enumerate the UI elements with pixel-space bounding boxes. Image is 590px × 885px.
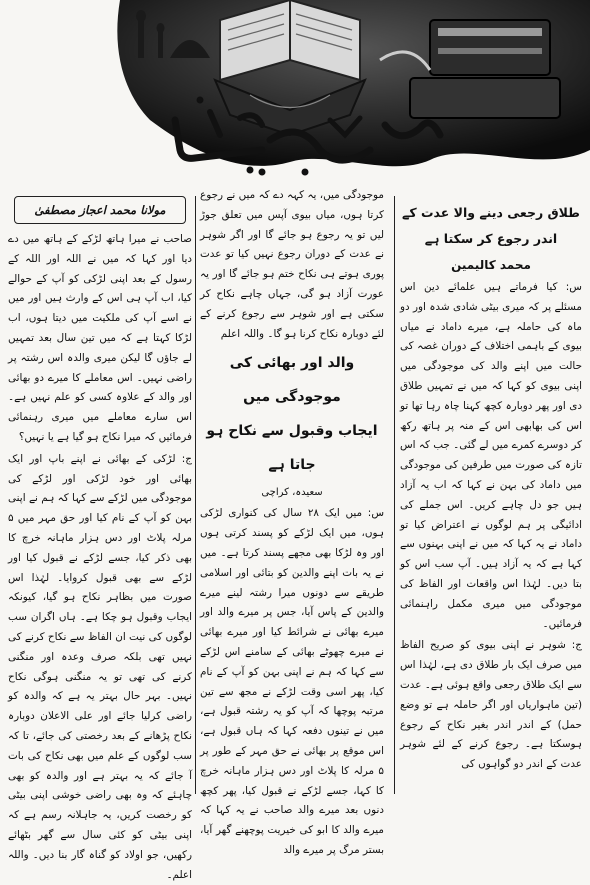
header-illustration [0,0,590,190]
left-column [8,196,192,881]
column-divider-left [195,196,196,794]
column-divider-right [394,196,395,794]
question-text: س: کیا فرماتے ہیں علمائے دین اس مسئلے پر کہ میری بیٹی شادی شدہ اور دو ماہ کی حاملہ ہے، میرے داماد نے میاں بیوی کے باہمی اختلاف کے دوران غصہ کی حالت میں اپنے والد کی موجودگی میں اپنی بیوی کو کہا کہ میں نے تمہیں طلاق دی اور پھر دوبارہ کچھ کہنا چاہ رہا تھا تو اس کی بھابھی اس کے منہ پر ہاتھ رکھ کر دوسرے کمرے میں لے گئی۔ جب کہ اس تازہ کی صورت میں طرفین کی موجودگی میں داماد کی بہن نے کہا کہ اب یہ آزاد ہیں جو دل چاہے کریں۔ اس جملے کی ادائیگی پر ہم لوگوں نے اعتراض کیا تو داماد نے یہ کہا کہ میں نے اپنی بہنوں سے کہا ہے کہ یہ آزاد ہیں۔ آپ سب اس کو بتا دیں۔ لہٰذا اس واقعات اور الفاظ کی موجودگی میں میری مکمل راہنمائی فرمائیں۔ [400,281,582,630]
question-byline: سعیدہ، کراچی [261,487,323,499]
question-text: س: میں ایک ۲۸ سال کی کنواری لڑکی ہوں، میں ایک لڑکے کو پسند کرتی ہوں اور وہ لڑکا بھی مجھے پسند کرتا ہے۔ میں نے یہ بات اپنے والدین کو بتائی اور اسلامی طریقے سے دونوں میرا رشتہ لینے میرے والدین کے پاس آیا، جس پر میرے والد اور میرے بھائی نے شرائط کیا اور میرے بھائی نے میرے چھوٹے بھائی کے سامنے اس لڑکے سے کہا کہ ہم نے اپنی بہن کو آپ کے نام کیا، پھر اسی وقت لڑکے نے مجھ سے تین مرتبہ پوچھا کہ آپ کو یہ رشتہ قبول ہے، میں نے تینوں دفعہ کہا کہ ہاں قبول ہے، اس موقع پر بھائی نے حق مہر کے طور پر ۵ مرلہ کا پلاٹ اور دس ہزار ماہانہ خرچ کا کہا، جسے لڑکے نے قبول کیا، پھر کچھ دنوں بعد میرے والد صاحب نے یہ کہا کہ میرے والد کا ابو کی خیریت پوچھنے گھر آیا، بستر مرگ پر میرے والد [200,507,384,856]
columnist-name-box: مولانا محمد اعجاز مصطفیٰ [14,196,186,224]
article-headline-line1: طلاق رجعی دینے والا عدت کے [402,205,580,220]
answer-text: ج: شوہر نے اپنی بیوی کو صریح الفاظ میں صرف ایک بار طلاق دی ہے، لہٰذا اس سے ایک طلاق رجعی واقع ہوئی ہے۔ عدت (تین ماہواریاں اور اگر حاملہ ہے تو وضع حمل) کے اندر اندر بغیر نکاح کے رجوع ہوسکتا ہے۔ رجوع کرنے کے لئے شوہر عدت کے اندر دو گواہوں کی [400,639,582,771]
answer-text: ج: لڑکی کے بھائی نے اپنے باپ اور ایک بھائی اور خود لڑکی اور لڑکے کی موجودگی میں لڑکے سے کہا کہ ہم نے اپنی بہن کو آپ کے نام کیا اور حق مہر میں ۵ مرلہ پلاٹ اور دس ہزار ماہانہ خرچ کا بھی ذکر کیا، جسے لڑکے نے قبول کیا اور لڑکے سے بھی قبول کروایا۔ لہٰذا اس صورت میں بظاہر نکاح ہو گیا، کیونکہ ایجاب وقبول ہو چکا ہے۔ ہاں اگران سب لوگوں کی نیت ان الفاظ سے نکاح کرنے کی نہیں تھی بلکہ صرف وعدہ اور منگنی کرنے کی تھی تو یہ منگنی ہوگی نکاح نہیں۔ بہر حال بہتر یہ ہے کہ والدہ کو راضی کرلیا جائے اور علی الاعلان دوبارہ نکاح پڑھانے کے بعد رخصتی کی جائے، تا کہ سب لوگوں کے علم میں بھی نکاح کی بات آ جائے کہ یہ بہتر ہے اور والدہ کو بھی چاہئے کہ وہ بھی راضی خوشی اپنی بیٹی کو رخصت کریں، یہ جاہلانہ رسم ہے کہ اپنی بیٹی کو کئی سال سے گھر بٹھائے رکھیں، جو اولاد کو گناہ گار بنا دیں۔ واللہ اعلم۔ [8,452,192,881]
section-subtitle-line2: ایجاب وقبول سے نکاح ہو جاتا ہے [206,423,378,474]
answer-continuation: موجودگی میں، یہ کہہ دے کہ میں نے رجوع کرتا ہوں، میاں بیوی آپس میں تعلق جوڑ لیں تو یہ رجوع ہو جائے گا اور اگر شوہر نے عدت کے دوران رجوع نہیں کیا تو عدت پوری ہوتے ہی نکاح ختم ہو جائے گا اور یہ عورت آزاد ہو گی، جہاں چاہے نکاح کر سکتی ہے اور شوہر سے رجوع کرنے کے لئے دوبارہ نکاح کرنا ہو گا۔ واللہ اعلم [200,189,384,340]
article-headline-line2: اندر رجوع کر سکتا ہے [424,231,558,246]
header-banner [0,0,590,190]
article-author: محمد کالیمین [451,258,531,272]
right-column [400,200,582,798]
section-subtitle-line1: والد اور بھائی کی موجودگی میں [229,355,355,406]
question-continuation: صاحب نے میرا ہاتھ لڑکے کے ہاتھ میں دے دیا اور کہا کہ میں نے اللہ اور اللہ کے رسول کے بعد اپنی لڑکی کو آپ کے حوالے کیا، اب آپ ہی اس کے وارث ہیں اور میں نے اسے آپ کی ملکیت میں دیتا ہوں، اب لڑکا کہتا ہے کہ میں تین سال بعد تمہیں لے جاؤں گا لیکن میری والدہ اس رشتہ پر راضی نہیں۔ اس معاملے کا میرے دو بھائی اور والد کے علاوہ کسی کو علم نہیں ہے۔ اس سارے معاملے میں میری رہنمائی فرمائیں کہ میرا نکاح ہو گیا ہے یا نہیں؟ [8,233,192,443]
middle-column [200,186,384,856]
